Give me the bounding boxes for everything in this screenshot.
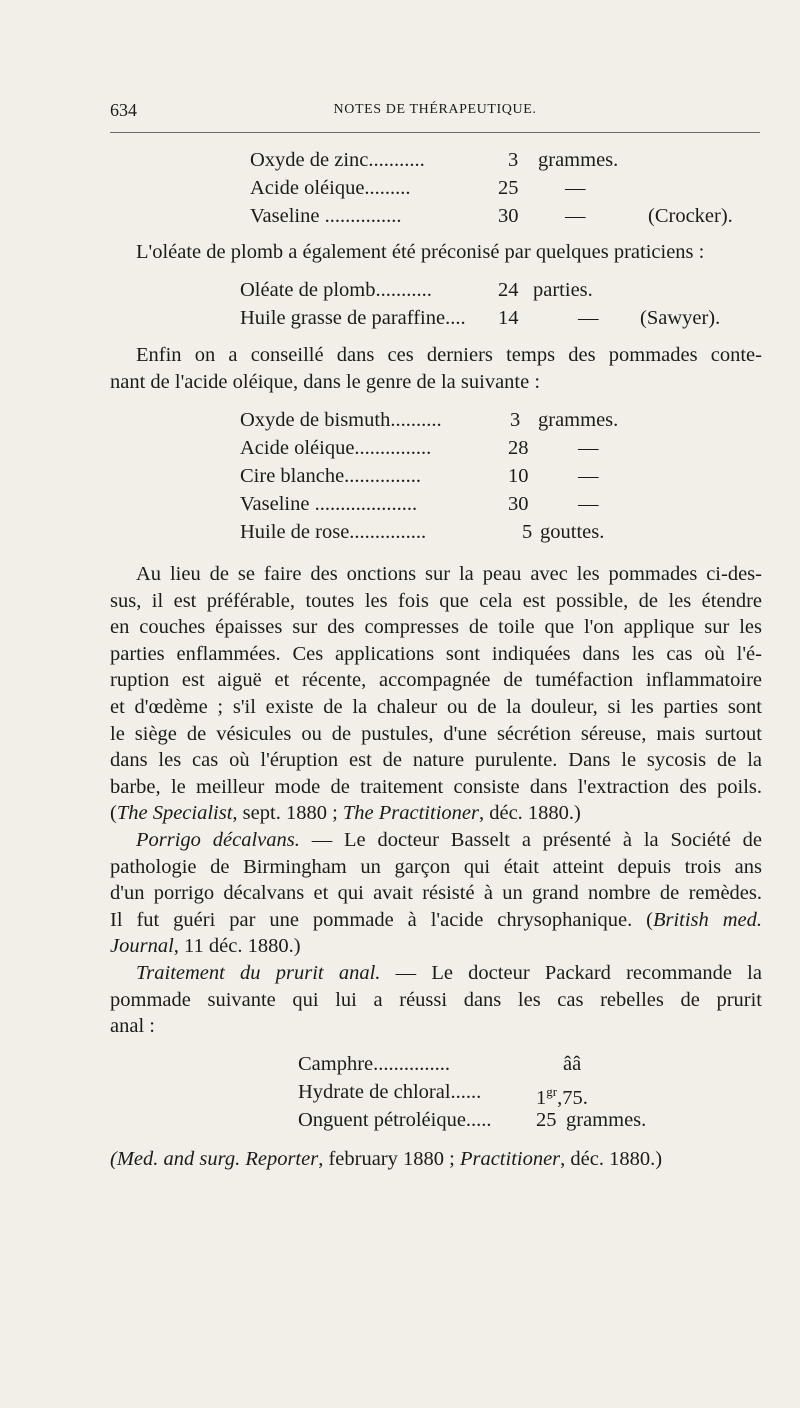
paragraph-onctions — [110, 561, 762, 827]
ingredient: Oxyde de bismuth.......... — [240, 409, 442, 431]
text-line: pathologie de Birmingham un garçon qui était atteint depuis trois ans — [110, 855, 762, 878]
journal-title: The Practitioner — [342, 802, 479, 825]
ingredient: Cire blanche............... — [240, 465, 422, 487]
ingredient: Oxyde de zinc........... — [250, 149, 425, 171]
unit: gouttes. — [540, 521, 605, 543]
text-line: sus, il est préférable, toutes les fois que cela est possible, de les étendre — [110, 589, 762, 612]
quantity: 24 — [498, 279, 519, 301]
paragraph-prurit — [110, 960, 762, 1040]
text-line: le siège de vésicules ou de pustules, d'une sécrétion séreuse, mais surtout — [110, 722, 762, 745]
citation-date: , 11 déc. 1880.) — [173, 935, 301, 958]
quantity: 30 — [498, 205, 519, 227]
unit: — — [565, 205, 586, 227]
text-span: Il fut guéri par une pommade à l'acide chrysophanique. ( — [110, 908, 653, 931]
text-line: Au lieu de se faire des onctions sur la peau avec les pommades ci-des- — [136, 563, 762, 585]
unit: — — [578, 465, 599, 487]
source-citation: (Crocker). — [648, 205, 733, 227]
ingredient: Onguent pétroléique..... — [298, 1109, 492, 1131]
citation-date: , déc. 1880.) — [560, 1148, 663, 1170]
quantity: 30 — [508, 493, 529, 515]
footer-citation — [110, 1146, 762, 1173]
unit: — — [565, 177, 586, 199]
text-span: — Le docteur Packard recommande la — [380, 962, 762, 984]
text-line: Enfin on a conseillé dans ces derniers temps des pommades conte- — [136, 344, 762, 366]
citation-line — [110, 800, 762, 827]
quantity: 25 — [498, 177, 519, 199]
page-number: 634 — [110, 100, 137, 120]
header-rule — [110, 132, 760, 133]
text-line: en couches épaisses sur des compresses de toile que l'on applique sur les — [110, 616, 762, 639]
section-title: Porrigo décalvans. — [136, 829, 300, 851]
text-line: anal : — [110, 1015, 155, 1038]
quantity: ââ — [563, 1053, 582, 1075]
text-line — [110, 827, 762, 854]
text-line: barbe, le meilleur mode de traitement consiste dans l'extraction des poils. — [110, 775, 762, 798]
quantity: 3 — [508, 149, 519, 171]
citation-line — [110, 933, 762, 960]
citation-line — [110, 1146, 762, 1173]
quantity: 25 — [536, 1109, 557, 1131]
unit: — — [578, 437, 599, 459]
running-title: NOTES DE THÉRAPEUTIQUE. — [333, 102, 537, 117]
ingredient: Huile grasse de paraffine.... — [240, 307, 466, 329]
text-line — [110, 960, 762, 987]
text-line — [110, 907, 762, 934]
ingredient: Acide oléique......... — [250, 177, 411, 199]
ingredient: Vaseline ............... — [250, 205, 402, 227]
paragraph-enfin — [110, 342, 762, 395]
citation-date: , déc. 1880.) — [478, 802, 581, 825]
text-line: pommade suivante qui lui a réussi dans les cas rebelles de prurit — [110, 988, 762, 1011]
paragraph-oleate — [110, 239, 762, 266]
ingredient: Hydrate de chloral...... — [298, 1081, 482, 1103]
ingredient: Camphre............... — [298, 1053, 451, 1075]
text-span: — Le docteur Basselt a présenté à la Société de — [299, 829, 762, 851]
unit: parties. — [533, 279, 593, 301]
section-title: Traitement du prurit anal. — [136, 962, 381, 984]
citation-open: ( — [110, 802, 117, 825]
citation-date: , february 1880 ; — [318, 1148, 460, 1170]
text-line: nant de l'acide oléique, dans le genre de la suivante : — [110, 370, 541, 393]
citation-date: , sept. 1880 ; — [232, 802, 343, 825]
page-header — [110, 100, 760, 130]
unit: grammes. — [566, 1109, 647, 1131]
ingredient: Acide oléique............... — [240, 437, 432, 459]
quantity-unit: gr — [546, 1084, 558, 1099]
journal-title: (Med. and surg. Reporter — [110, 1148, 319, 1170]
quantity: 3 — [510, 409, 521, 431]
text-line: L'oléate de plomb a également été préconisé par quelques praticiens : — [136, 241, 705, 263]
quantity: 14 — [498, 307, 519, 329]
text-line: ruption est aiguë et récente, accompagnée de tuméfaction inflammatoire — [110, 669, 762, 692]
text-line: et d'œdème ; s'il existe de la chaleur ou de la douleur, si les parties sont — [110, 695, 762, 718]
unit: grammes. — [538, 409, 619, 431]
journal-title: Practitioner — [459, 1148, 561, 1170]
paragraph-porrigo — [110, 827, 762, 960]
unit: — — [578, 493, 599, 515]
unit: grammes. — [538, 149, 619, 171]
journal-title: The Specialist — [116, 802, 233, 825]
text-line: dans les cas où l'éruption est de nature purulente. Dans le sycosis de la — [110, 749, 762, 772]
quantity-value: 1 — [536, 1086, 547, 1109]
ingredient: Vaseline .................... — [240, 493, 418, 515]
quantity-decimal: ,75. — [557, 1086, 588, 1109]
ingredient: Huile de rose............... — [240, 521, 427, 543]
unit: — — [578, 307, 599, 329]
quantity: 28 — [508, 437, 529, 459]
text-line: d'un porrigo décalvans et qui avait résisté à un grand nombre de remèdes. — [110, 882, 762, 905]
text-line: parties enflammées. Ces applications sont indiquées dans les cas où l'é- — [110, 642, 762, 665]
ingredient: Oléate de plomb........... — [240, 279, 432, 301]
quantity: 5 — [522, 521, 533, 543]
source-citation: (Sawyer). — [640, 307, 721, 329]
quantity: 10 — [508, 465, 529, 487]
journal-title: British med. — [652, 908, 763, 931]
journal-title: Journal — [110, 935, 174, 958]
